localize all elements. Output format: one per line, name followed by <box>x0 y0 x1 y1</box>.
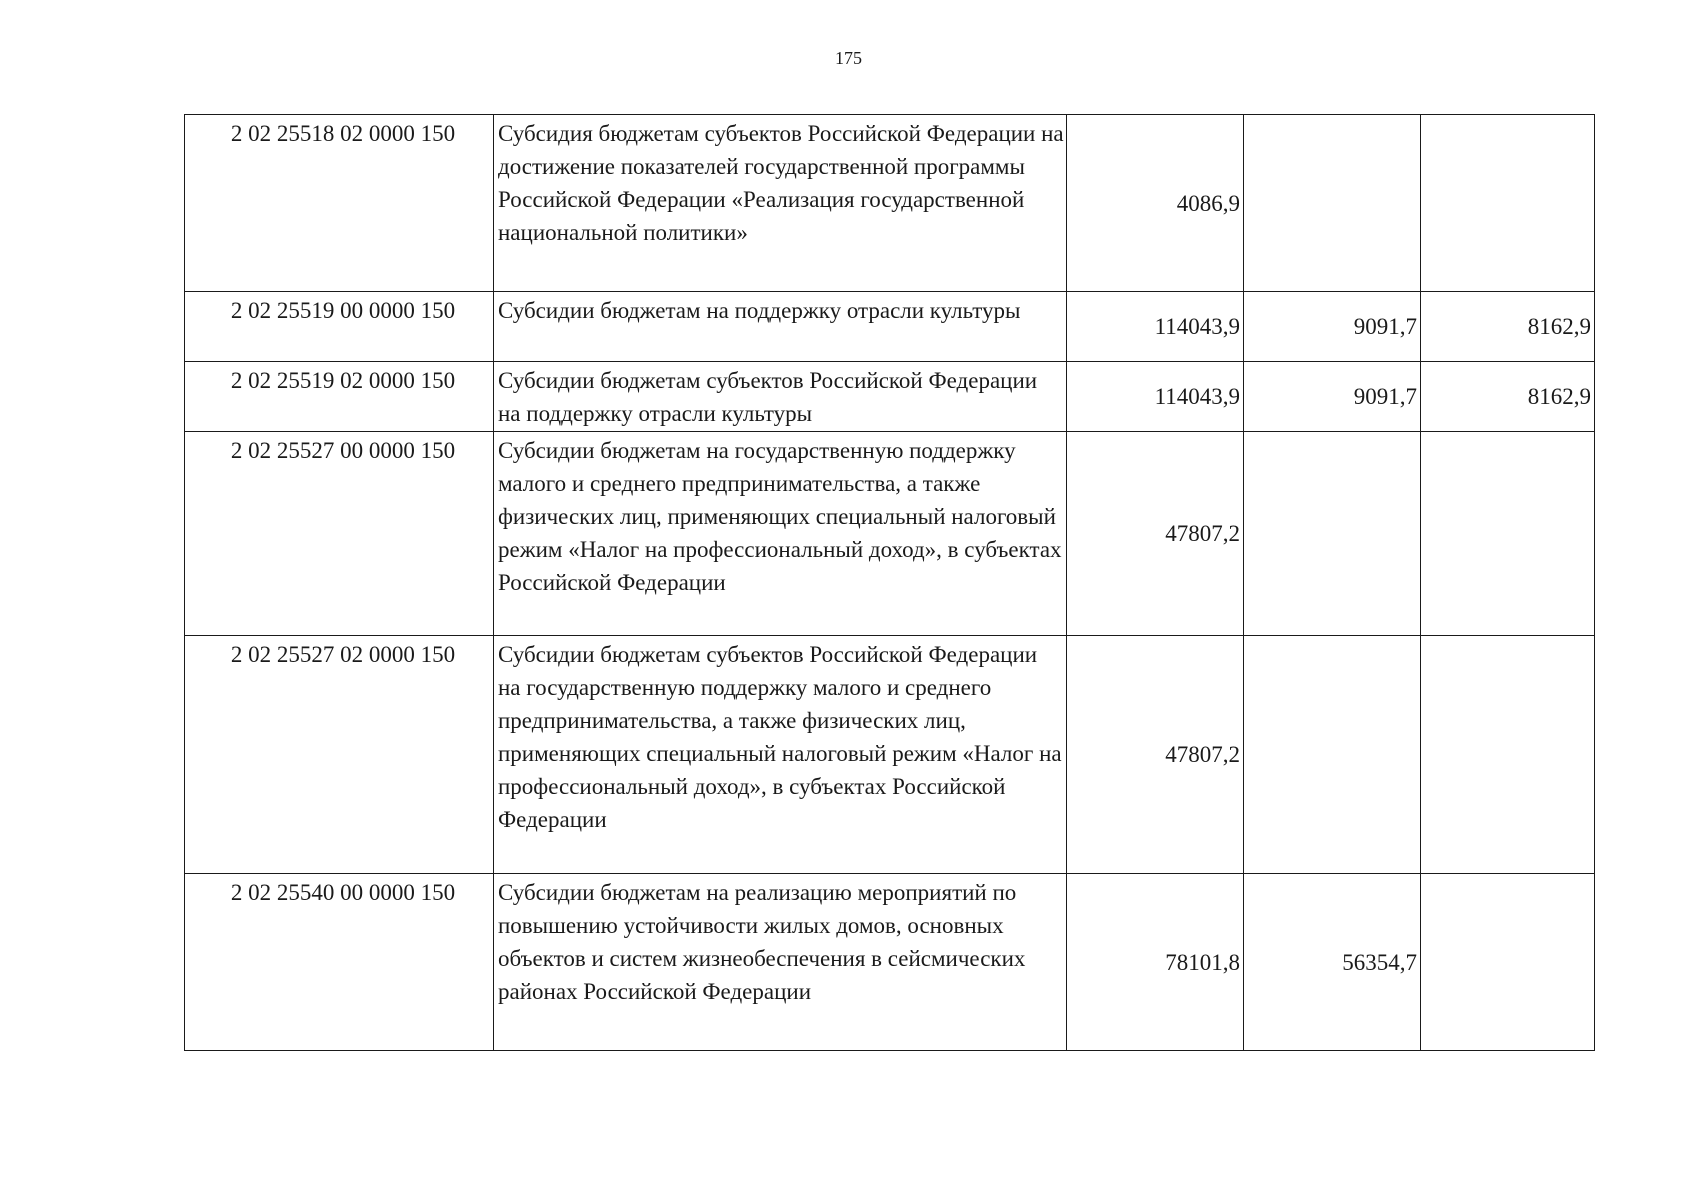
description-cell: Субсидия бюджетам субъектов Российской Федерации на достижение показателей государственной программы Российской Федерации «Реализация государственной национальной политики» <box>494 115 1067 292</box>
description-cell: Субсидии бюджетам на поддержку отрасли культуры <box>494 292 1067 362</box>
table-row <box>185 115 1595 292</box>
amount-cell-2: 9091,7 <box>1244 292 1421 362</box>
amount-cell-3 <box>1421 115 1595 292</box>
description-cell: Субсидии бюджетам субъектов Российской Федерации на государственную поддержку малого и среднего предпринимательства, а также физических лиц, применяющих специальный налоговый режим «Налог на профессиональный доход», в субъектах Российской Федерации <box>494 636 1067 874</box>
amount-cell-3: 8162,9 <box>1421 292 1595 362</box>
revenue-code-cell: 2 02 25527 02 0000 150 <box>185 636 494 874</box>
amount-cell-1: 114043,9 <box>1067 362 1244 432</box>
amount-cell-2: 56354,7 <box>1244 874 1421 1051</box>
amount-cell-1: 47807,2 <box>1067 636 1244 874</box>
amount-cell-3 <box>1421 636 1595 874</box>
revenue-code-cell: 2 02 25518 02 0000 150 <box>185 115 494 292</box>
table-row <box>185 362 1595 432</box>
amount-cell-3 <box>1421 874 1595 1051</box>
amount-cell-1: 78101,8 <box>1067 874 1244 1051</box>
revenue-code-cell: 2 02 25527 00 0000 150 <box>185 432 494 636</box>
description-cell: Субсидии бюджетам на государственную поддержку малого и среднего предпринимательства, а также физических лиц, применяющих специальный налоговый режим «Налог на профессиональный доход», в субъектах Российской Федерации <box>494 432 1067 636</box>
amount-cell-2: 9091,7 <box>1244 362 1421 432</box>
amount-cell-2 <box>1244 636 1421 874</box>
page-number: 175 <box>835 48 862 68</box>
amount-cell-3: 8162,9 <box>1421 362 1595 432</box>
amount-cell-2 <box>1244 115 1421 292</box>
table-row <box>185 636 1595 874</box>
description-cell: Субсидии бюджетам на реализацию мероприятий по повышению устойчивости жилых домов, основных объектов и систем жизнеобеспечения в сейсмических районах Российской Федерации <box>494 874 1067 1051</box>
revenue-code-cell: 2 02 25540 00 0000 150 <box>185 874 494 1051</box>
description-cell: Субсидии бюджетам субъектов Российской Федерации на поддержку отрасли культуры <box>494 362 1067 432</box>
revenue-code-cell: 2 02 25519 02 0000 150 <box>185 362 494 432</box>
budget-revenue-table <box>184 114 1595 1051</box>
table-row <box>185 432 1595 636</box>
amount-cell-1: 4086,9 <box>1067 115 1244 292</box>
table-row <box>185 874 1595 1051</box>
amount-cell-3 <box>1421 432 1595 636</box>
amount-cell-1: 114043,9 <box>1067 292 1244 362</box>
table-row <box>185 292 1595 362</box>
amount-cell-2 <box>1244 432 1421 636</box>
amount-cell-1: 47807,2 <box>1067 432 1244 636</box>
revenue-code-cell: 2 02 25519 00 0000 150 <box>185 292 494 362</box>
